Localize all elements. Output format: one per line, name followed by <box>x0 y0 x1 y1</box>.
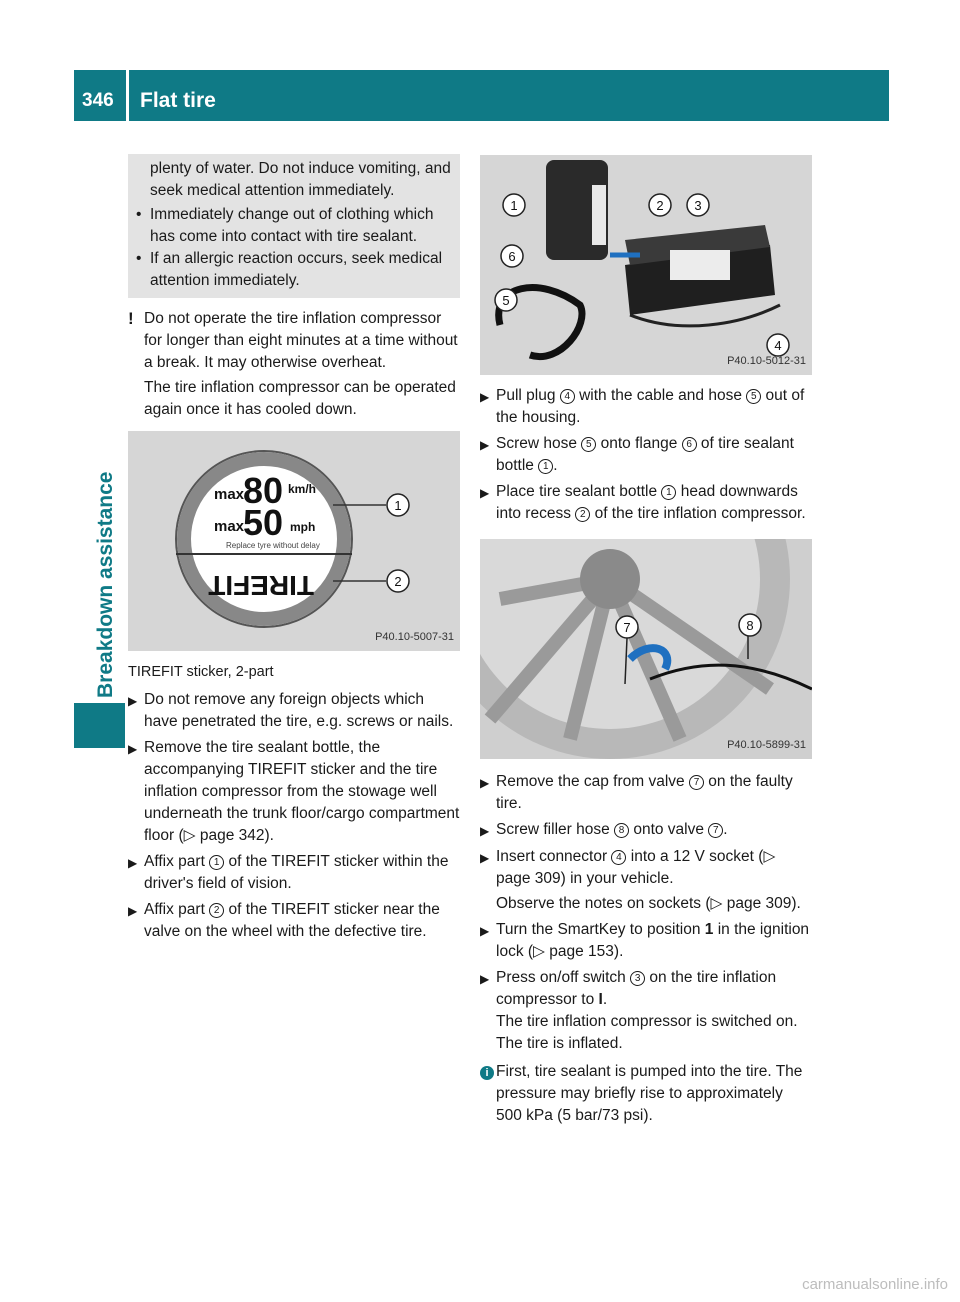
step-arrow-icon: ▶ <box>480 972 490 986</box>
compressor-illustration <box>480 155 812 375</box>
watermark: carmanualsonline.info <box>802 1276 948 1293</box>
step-arrow-icon: ▶ <box>480 438 490 452</box>
step-result: The tire inflation compressor is switched on. The tire is inflated. <box>496 1013 798 1052</box>
step: ▶ Remove the tire sealant bottle, the accompanying TIREFIT sticker and the tire inflation compressor from the stowage well underneath the trunk floor/cargo compartment floor (▷ page 342). <box>128 737 460 847</box>
info-note <box>480 1061 812 1127</box>
step-arrow-icon: ▶ <box>480 924 490 938</box>
info-text: First, tire sealant is pumped into the tire. The pressure may briefly rise to approximately 500 kPa (5 bar/73 psi). <box>496 1063 803 1124</box>
step: ▶ Insert connector 4 into a 12 V socket (▷ page 309) in your vehicle. <box>480 846 812 890</box>
svg-text:4: 4 <box>774 338 782 353</box>
step-arrow-icon: ▶ <box>480 486 490 500</box>
step-note: Observe the notes on sockets (▷ page 309). <box>496 895 801 912</box>
step-arrow-icon: ▶ <box>480 824 490 838</box>
step: ▶ Do not remove any foreign objects which have penetrated the tire, e.g. screws or nails. <box>128 689 460 733</box>
warning-bullet: • If an allergic reaction occurs, seek medical attention immediately. <box>136 250 443 289</box>
callout-number: 2 <box>209 903 224 918</box>
svg-text:max.: max. <box>214 486 249 503</box>
figure-code: P40.10-5012-31 <box>727 355 806 367</box>
callout-number: 1 <box>209 855 224 870</box>
side-tab <box>89 120 119 700</box>
svg-text:max.: max. <box>214 518 249 535</box>
step-arrow-icon: ▶ <box>480 851 490 865</box>
step: ▶ Affix part 2 of the TIREFIT sticker near the valve on the wheel with the defective tire. <box>128 899 460 943</box>
notice <box>128 308 460 421</box>
svg-text:1: 1 <box>510 198 518 213</box>
step: ▶ Screw filler hose 8 onto valve 7 . <box>480 819 812 842</box>
notice-symbol: ! <box>128 309 134 328</box>
svg-text:TIREFIT: TIREFIT <box>208 570 314 601</box>
step-arrow-icon: ▶ <box>128 856 138 870</box>
svg-text:Replace tyre without delay: Replace tyre without delay <box>226 541 320 550</box>
step-arrow-icon: ▶ <box>480 390 490 404</box>
notice-text: Do not operate the tire inflation compressor for longer than eight minutes at a time without a break. It may otherwise overheat. <box>144 310 458 371</box>
left-column <box>128 154 460 943</box>
page-header <box>74 70 889 121</box>
svg-text:7: 7 <box>623 620 631 635</box>
step: ▶ Affix part 1 of the TIREFIT sticker within the driver's field of vision. <box>128 851 460 895</box>
step: ▶ Press on/off switch 3 on the tire inflation compressor to I. <box>480 967 812 1011</box>
figure-caption: TIREFIT sticker, 2-part <box>128 664 274 680</box>
svg-text:5: 5 <box>502 293 510 308</box>
wheel-figure <box>480 539 812 759</box>
side-tab-block <box>74 703 125 748</box>
tirefit-sticker-figure <box>128 431 460 651</box>
svg-text:50: 50 <box>243 502 284 543</box>
svg-text:8: 8 <box>746 618 754 633</box>
step-arrow-icon: ▶ <box>128 694 138 708</box>
svg-text:6: 6 <box>508 249 516 264</box>
step: ▶ Remove the cap from valve 7 on the faulty tire. <box>480 771 812 815</box>
svg-text:3: 3 <box>694 198 702 213</box>
right-column <box>480 155 812 1127</box>
wheel-illustration <box>480 539 812 759</box>
header-divider <box>126 70 129 121</box>
step: ▶ Pull plug 4 with the cable and hose 5 out of the housing. <box>480 385 812 429</box>
side-tab-label: Breakdown assistance <box>94 471 117 698</box>
step-arrow-icon: ▶ <box>480 776 490 790</box>
warning-bullet: • Immediately change out of clothing which has come into contact with tire sealant. <box>136 206 434 245</box>
svg-text:km/h: km/h <box>288 482 317 496</box>
warning-box <box>128 154 460 298</box>
step: ▶ Turn the SmartKey to position 1 in the ignition lock (▷ page 153). <box>480 919 812 963</box>
figure-code: P40.10-5899-31 <box>727 739 806 751</box>
step: ▶ Screw hose 5 onto flange 6 of tire sealant bottle 1 . <box>480 433 812 477</box>
notice-followup: The tire inflation compressor can be operated again once it has cooled down. <box>144 379 456 418</box>
svg-text:2: 2 <box>394 574 402 589</box>
info-icon: i <box>480 1066 494 1080</box>
step-arrow-icon: ▶ <box>128 904 138 918</box>
page-number: 346 <box>82 90 114 111</box>
section-title: Flat tire <box>140 89 216 112</box>
warning-continuation: plenty of water. Do not induce vomiting, and seek medical attention immediately. <box>150 160 451 199</box>
svg-text:2: 2 <box>656 198 664 213</box>
svg-text:80: 80 <box>243 470 284 511</box>
figure-code: P40.10-5007-31 <box>375 631 454 643</box>
step-arrow-icon: ▶ <box>128 742 138 756</box>
svg-text:1: 1 <box>394 498 402 513</box>
compressor-figure <box>480 155 812 375</box>
tirefit-sticker-illustration <box>128 431 460 651</box>
svg-text:mph: mph <box>290 520 316 534</box>
step: ▶ Place tire sealant bottle 1 head downwards into recess 2 of the tire inflation compressor. <box>480 481 812 525</box>
